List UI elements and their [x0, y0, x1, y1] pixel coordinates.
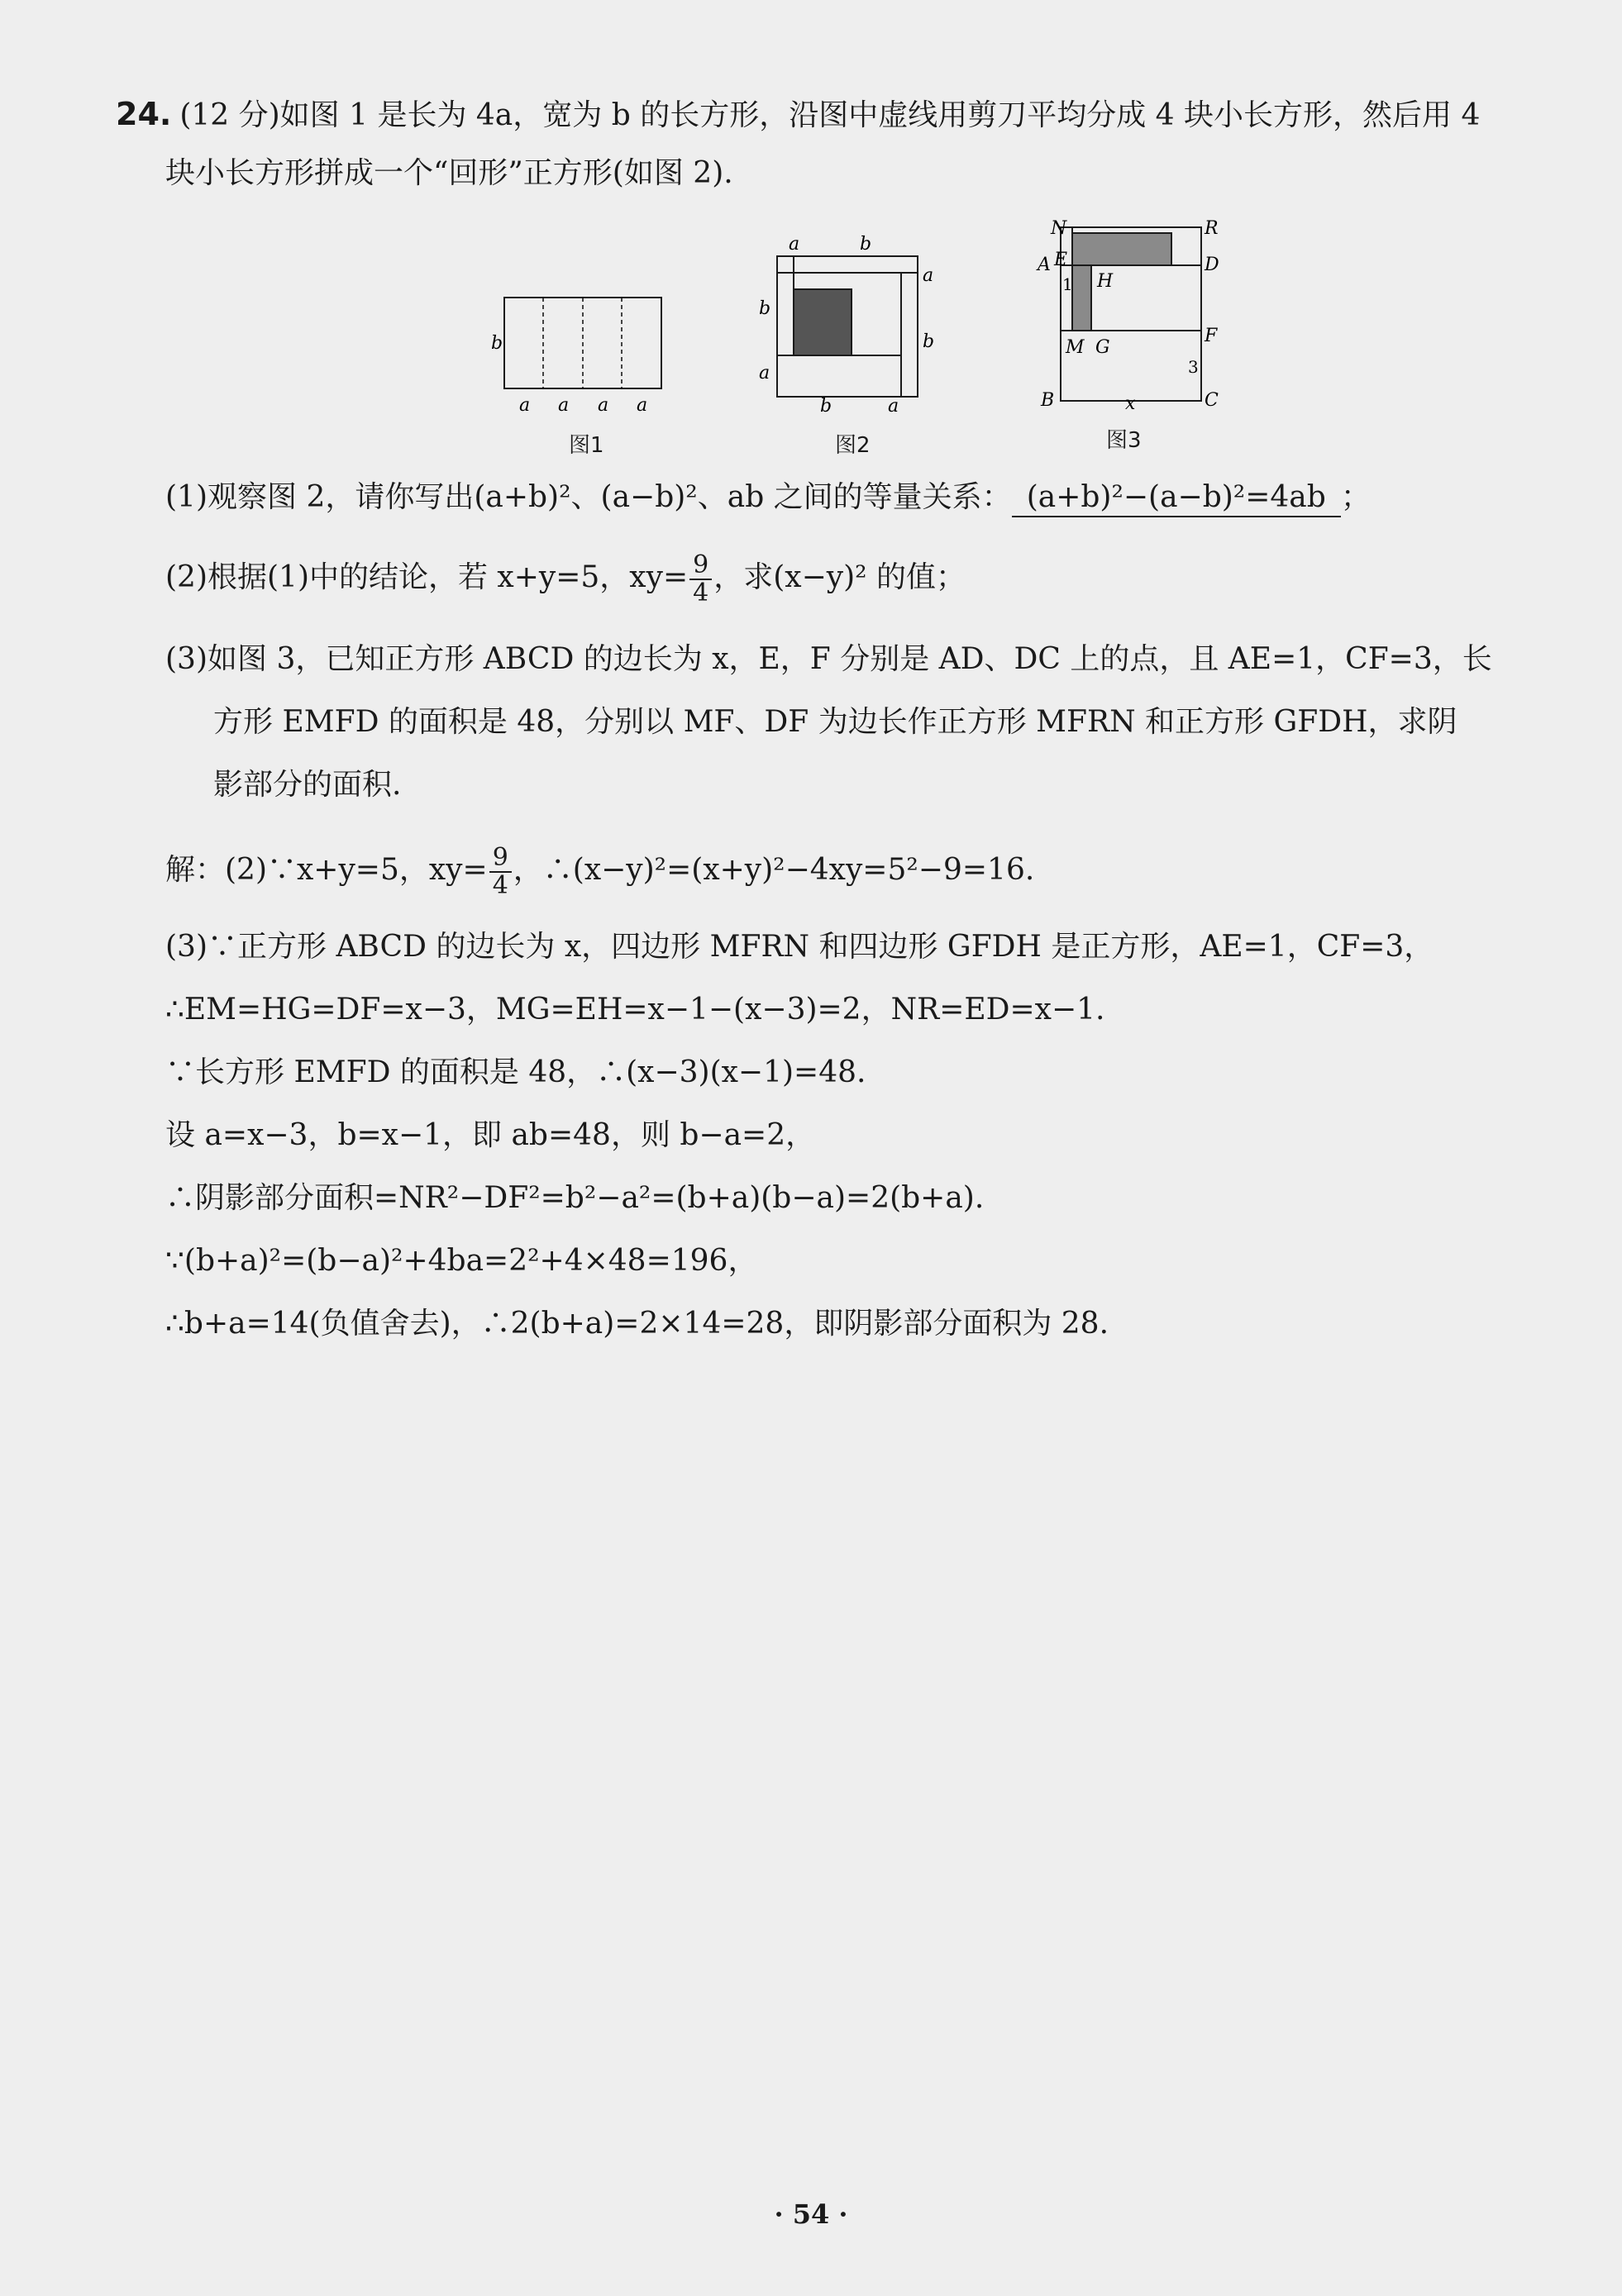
part-1-prefix: (1)观察图 2，请你写出(a+b)²、(a−b)²、ab 之间的等量关系：	[165, 480, 1012, 514]
fig3-label-x: x	[1125, 393, 1136, 414]
fig1-label-a1: a	[519, 395, 531, 416]
fig2-caption: 图2	[835, 433, 871, 458]
fig2-label-bottom-a: a	[888, 396, 899, 413]
solution-text-7: ∵(b+a)²=(b−a)²+4ba=2²+4×48=196，	[165, 1244, 758, 1278]
fig3-label-B: B	[1041, 390, 1055, 411]
fig3-label-M: M	[1066, 337, 1085, 358]
solution-line-4	[165, 1055, 866, 1091]
fig2-label-left-b: b	[759, 298, 771, 319]
fig3-label-H: H	[1097, 271, 1114, 292]
part-3-text-2: 方形 EMFD 的面积是 48，分别以 MF、DF 为边长作正方形 MFRN 和正方形 GFDH，求阴	[213, 705, 1457, 739]
fig2-label-right-b: b	[923, 331, 935, 352]
part-1	[165, 479, 1371, 517]
fig3-label-3: 3	[1188, 357, 1199, 377]
solution-line-2	[165, 929, 1434, 965]
solution-line-6	[165, 1180, 984, 1217]
fig3-caption: 图3	[1106, 428, 1142, 453]
solution-text-8: ∴b+a=14(负值舍去)，∴2(b+a)=2×14=28，即阴影部分面积为 28.	[165, 1307, 1109, 1341]
solution-line-1	[165, 845, 1034, 899]
fig3-label-N: N	[1051, 218, 1067, 239]
solution-1-suffix: ，∴(x−y)²=(x+y)²−4xy=5²−9=16.	[513, 853, 1035, 887]
question-intro-2: 块小长方形拼成一个“回形”正方形(如图 2).	[165, 156, 733, 190]
solution-line-5	[165, 1117, 815, 1154]
part-3-line-2	[213, 704, 1457, 741]
fig1-label-a2: a	[558, 395, 570, 416]
solution-1-prefix: 解：(2)∵x+y=5，xy=	[165, 853, 488, 887]
fig3-label-C: C	[1205, 390, 1219, 411]
fig2-label-bottom-b: b	[820, 396, 832, 413]
page-number: · 54 ·	[774, 2198, 848, 2230]
fig3-label-A: A	[1038, 255, 1051, 275]
fig2-label-right-a: a	[923, 265, 934, 286]
question-line-2	[165, 155, 733, 192]
fig1-label-b: b	[491, 333, 503, 354]
fig3-label-G: G	[1095, 337, 1110, 358]
fig2-label-left-a: a	[759, 363, 770, 383]
question-line-1	[116, 96, 1480, 134]
part-2-prefix: (2)根据(1)中的结论，若 x+y=5，xy=	[165, 560, 689, 594]
fig3-label-1: 1	[1062, 274, 1073, 294]
figure-3	[1021, 211, 1219, 417]
figure-1	[479, 281, 678, 422]
part-1-answer: (a+b)²−(a−b)²=4ab	[1012, 479, 1341, 517]
fig1-label-a4: a	[637, 395, 648, 416]
fig2-label-top-b: b	[860, 234, 872, 255]
solution-text-2: (3)∵正方形 ABCD 的边长为 x，四边形 MFRN 和四边形 GFDH 是正方形，AE=1，CF=3，	[165, 930, 1434, 964]
solution-1-frac-num: 9	[489, 845, 512, 873]
solution-text-5: 设 a=x−3，b=x−1，即 ab=48，则 b−a=2，	[165, 1118, 816, 1152]
solution-text-6: ∴阴影部分面积=NR²−DF²=b²−a²=(b+a)(b−a)=2(b+a).	[165, 1181, 985, 1215]
fig2-label-top-a: a	[789, 234, 800, 255]
solution-1-fraction	[489, 845, 512, 899]
part-2-frac-den: 4	[693, 579, 709, 607]
part-3-line-1	[165, 641, 1492, 678]
figure-2	[744, 231, 942, 413]
fig3-label-F: F	[1205, 326, 1218, 346]
solution-text-3: ∴EM=HG=DF=x−3，MG=EH=x−1−(x−3)=2，NR=ED=x−1.	[165, 993, 1105, 1027]
solution-line-3	[165, 992, 1104, 1028]
part-2	[165, 552, 966, 607]
fig3-label-D: D	[1205, 255, 1219, 275]
part-2-frac-num: 9	[689, 552, 712, 580]
part-2-fraction	[689, 552, 712, 607]
fig1-caption: 图1	[569, 433, 604, 458]
solution-text-4: ∵长方形 EMFD 的面积是 48，∴(x−3)(x−1)=48.	[165, 1055, 866, 1089]
solution-1-frac-den: 4	[492, 871, 508, 900]
question-intro-1: (12 分)如图 1 是长为 4a，宽为 b 的长方形，沿图中虚线用剪刀平均分成 4 块小长方形，然后用 4	[179, 98, 1481, 132]
solution-line-7	[165, 1243, 757, 1279]
solution-line-8	[165, 1306, 1109, 1342]
part-3-line-3	[213, 767, 401, 803]
fig1-label-a3: a	[598, 395, 609, 416]
fig3-label-R: R	[1205, 218, 1219, 239]
fig3-label-E: E	[1054, 250, 1068, 270]
part-1-suffix: ；	[1340, 480, 1371, 514]
part-3-text-1: (3)如图 3，已知正方形 ABCD 的边长为 x，E，F 分别是 AD、DC 上的点，且 AE=1，CF=3，长	[165, 642, 1492, 676]
part-2-suffix: ，求(x−y)² 的值；	[713, 560, 966, 594]
part-3-text-3: 影部分的面积.	[213, 768, 402, 802]
question-number: 24.	[116, 96, 172, 132]
